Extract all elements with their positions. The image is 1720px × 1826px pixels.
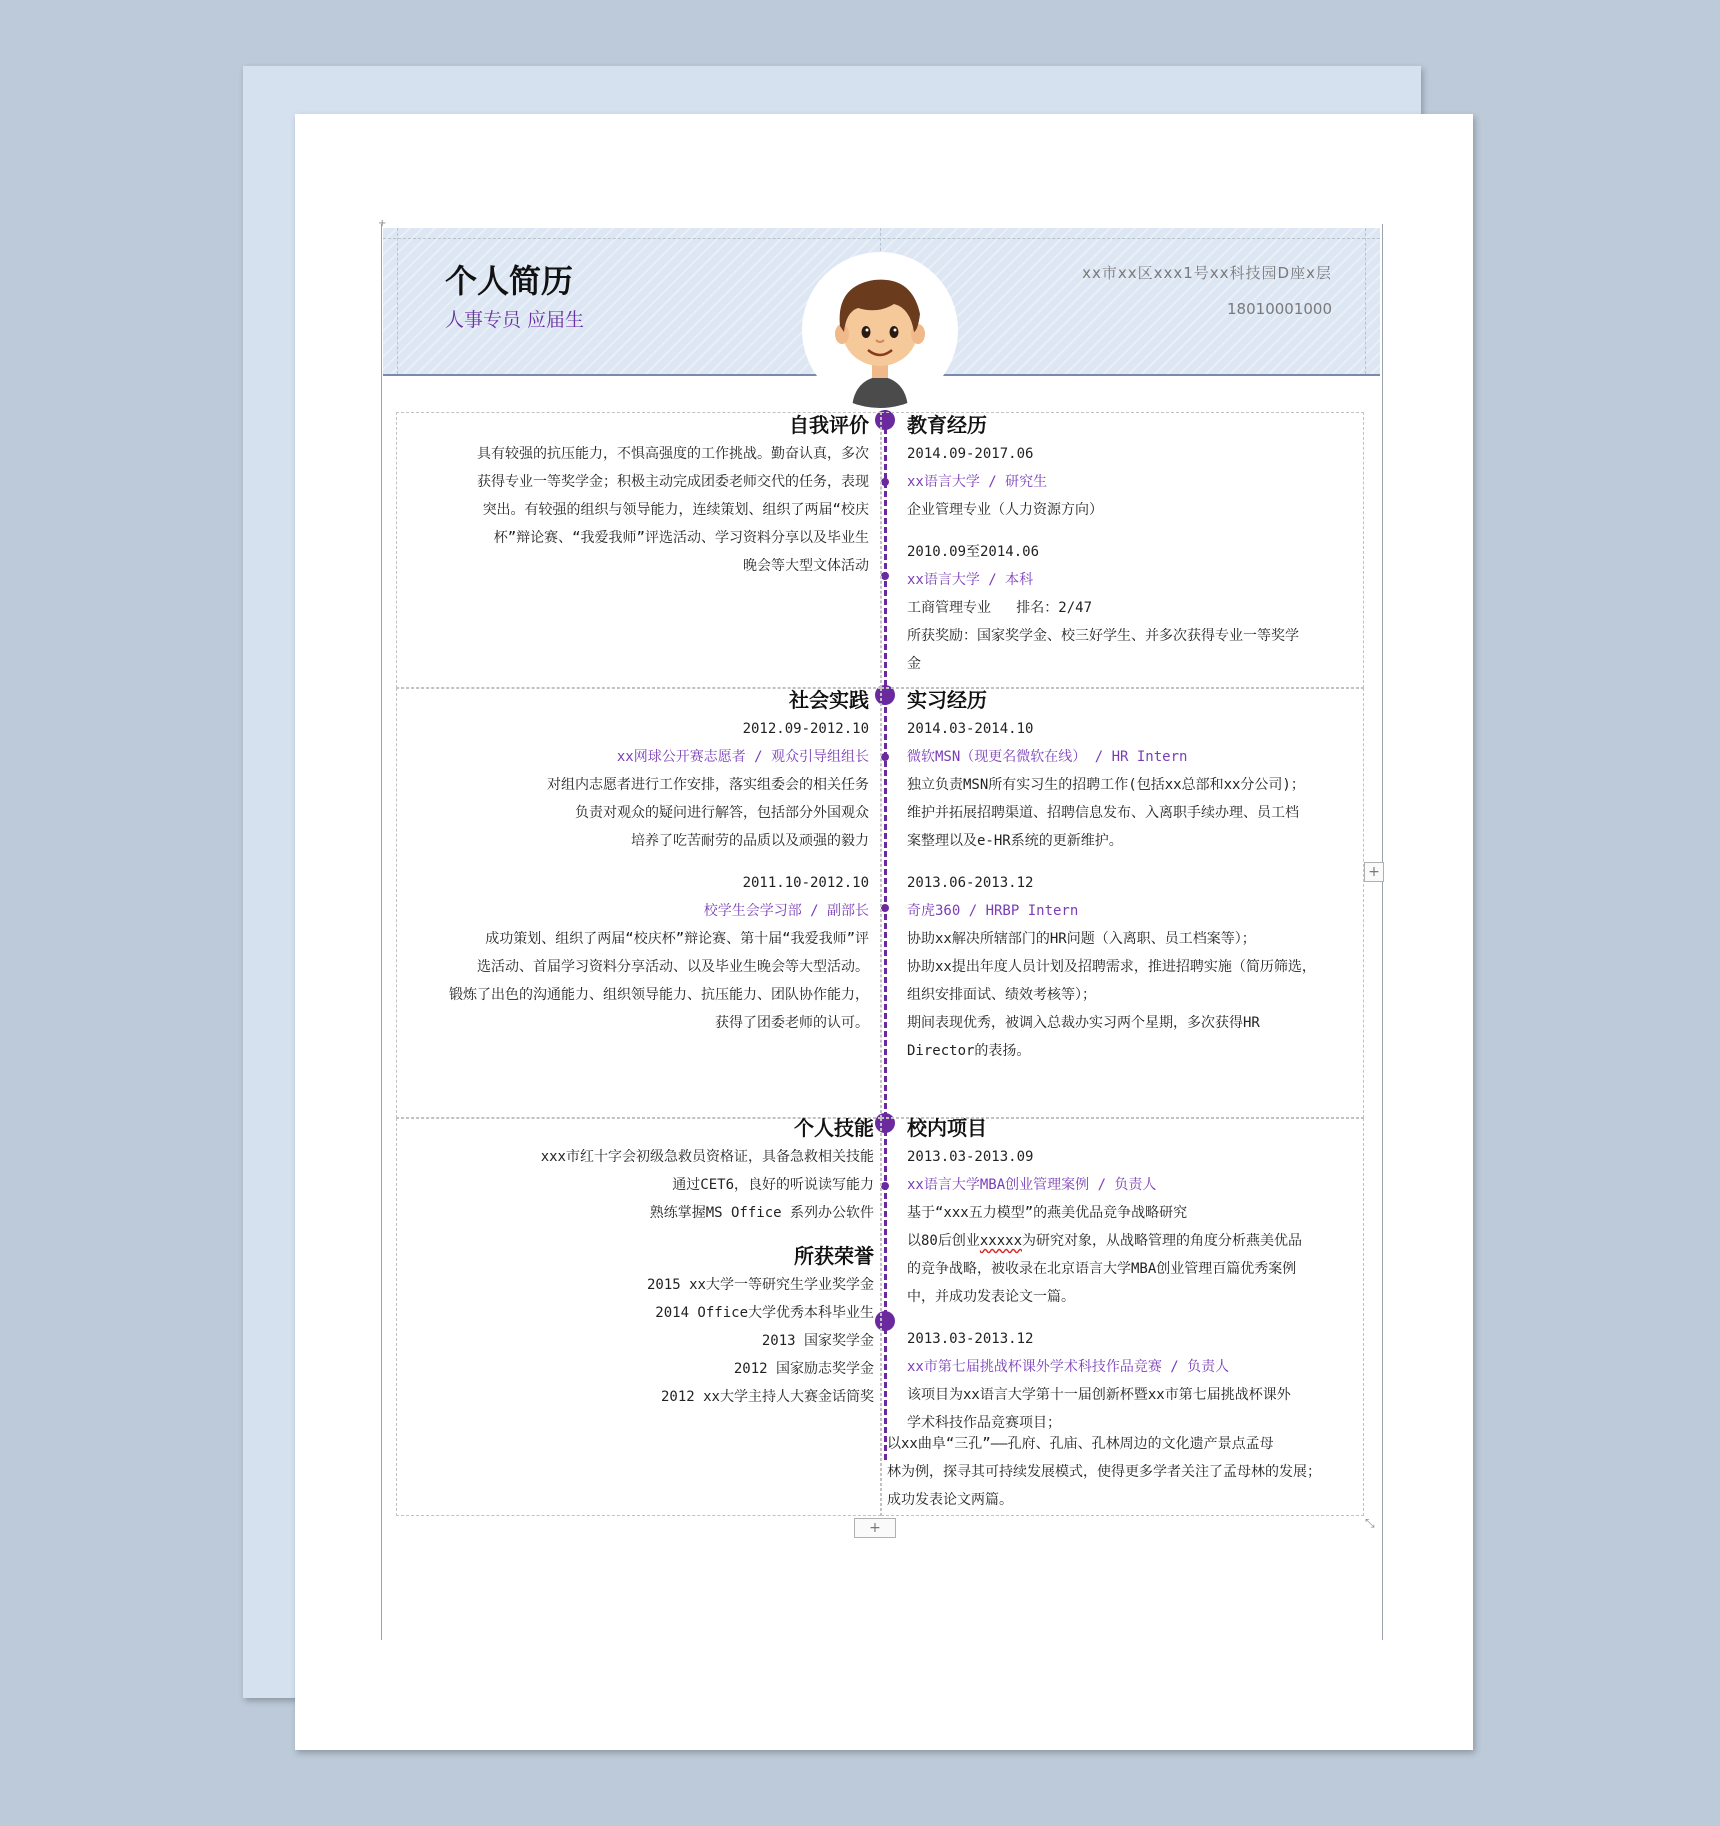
address-text: xx市xx区xxx1号xx科技园D座x层 [1082, 264, 1332, 282]
add-column-button[interactable]: + [854, 1518, 896, 1538]
text-line: 通过CET6，良好的听说读写能力 [672, 1177, 874, 1193]
text-line: 该项目为xx语言大学第十一届创新杯暨xx市第七届挑战杯课外 [907, 1387, 1291, 1403]
date-text: 2013.06-2013.12 [907, 875, 1034, 891]
table-gridline [397, 228, 398, 374]
text-line: 金 [907, 656, 921, 672]
text-line: 所获奖励：国家奖学金、校三好学生、并多次获得专业一等奖学 [907, 628, 1299, 644]
text-line: xxx市红十字会初级急救员资格证，具备急救相关技能 [540, 1149, 874, 1165]
education-section [907, 410, 1357, 678]
school-text: xx语言大学 / 本科 [907, 572, 1034, 588]
add-row-button[interactable]: + [1364, 862, 1384, 882]
project-name-text: xx市第七届挑战杯课外学术科技作品竞赛 / 负责人 [907, 1359, 1230, 1375]
social-section [402, 685, 869, 1037]
resume-title: 个人简历 [445, 262, 574, 300]
skills-section [402, 1113, 874, 1411]
text-line: 中，并成功发表论文一篇。 [907, 1289, 1075, 1305]
section-title: 自我评价 [789, 413, 869, 437]
date-text: 2013.03-2013.09 [907, 1149, 1034, 1165]
text-line: 熟练掌握MS Office 系列办公软件 [649, 1205, 874, 1221]
text-line: 培养了吃苦耐劳的品质以及顽强的毅力 [631, 833, 869, 849]
resume-subtitle: 人事专员 应届生 [445, 309, 585, 331]
text-line: 获得专业一等奖学金；积极主动完成团委老师交代的任务，表现 [477, 474, 869, 490]
text-line: 企业管理专业（人力资源方向） [907, 502, 1103, 518]
text-line: 负责对观众的疑问进行解答，包括部分外国观众 [575, 805, 869, 821]
text-line: 独立负责MSN所有实习生的招聘工作(包括xx总部和xx分公司)； [907, 777, 1305, 793]
section-title: 实习经历 [907, 688, 987, 712]
section-title: 个人技能 [794, 1116, 874, 1140]
text-line: 锻炼了出色的沟通能力、组织领导能力、抗压能力、团队协作能力， [449, 987, 869, 1003]
section-title: 校内项目 [907, 1116, 987, 1140]
text-span: 以80后创业 [907, 1233, 980, 1249]
text-line: 2014 Office大学优秀本科毕业生 [655, 1305, 874, 1321]
text-line: 选活动、首届学习资料分享活动、以及毕业生晚会等大型活动。 [477, 959, 869, 975]
self-eval-section [402, 410, 869, 580]
date-text: 2013.03-2013.12 [907, 1331, 1034, 1347]
text-line: 维护并拓展招聘渠道、招聘信息发布、入离职手续办理、员工档 [907, 805, 1299, 821]
school-text: xx语言大学 / 研究生 [907, 474, 1048, 490]
text-line: 林为例，探寻其可持续发展模式，使得更多学者关注了孟母林的发展； [887, 1464, 1321, 1480]
internship-section [907, 685, 1357, 1065]
text-line: 2012 国家励志奖学金 [733, 1361, 874, 1377]
section-title: 社会实践 [789, 688, 869, 712]
text-line: 以xx曲阜“三孔”——孔府、孔庙、孔林周边的文化遗产景点孟母 [887, 1436, 1274, 1452]
text-line: 2013 国家奖学金 [761, 1333, 874, 1349]
role-text: xx网球公开赛志愿者 / 观众引导组组长 [616, 749, 869, 765]
role-text: 校学生会学习部 / 副部长 [703, 903, 869, 919]
projects-overflow-text [887, 1430, 1357, 1514]
date-text: 2011.10-2012.10 [742, 875, 869, 891]
date-text: 2012.09-2012.10 [742, 721, 869, 737]
text-line: 2012 xx大学主持人大赛金话筒奖 [660, 1389, 874, 1405]
table-move-handle-icon[interactable]: + [378, 218, 387, 229]
text-line: 协助xx解决所辖部门的HR问题（入离职、员工档案等）； [907, 931, 1256, 947]
spellcheck-mark: xxxxx [979, 1233, 1023, 1249]
date-text: 2010.09至2014.06 [907, 544, 1040, 560]
project-name-text: xx语言大学MBA创业管理案例 / 负责人 [907, 1177, 1157, 1193]
text-span: 为研究对象，从战略管理的角度分析燕美优品 [1022, 1233, 1303, 1249]
text-line: 工商管理专业 排名：2/47 [907, 600, 1093, 616]
text-line: 的竞争战略，被收录在北京语言大学MBA创业管理百篇优秀案例 [907, 1261, 1297, 1277]
table-gridline [383, 238, 1380, 239]
text-line [907, 1227, 1357, 1255]
table-gridline [1365, 228, 1366, 374]
projects-section [907, 1113, 1357, 1437]
avatar-cartoon-icon [802, 252, 958, 408]
phone-text: 18010001000 [1227, 300, 1332, 318]
section-title: 教育经历 [907, 413, 987, 437]
text-line: Director的表扬。 [907, 1043, 1031, 1059]
text-line: 获得了团委老师的认可。 [715, 1015, 869, 1031]
date-text: 2014.09-2017.06 [907, 446, 1034, 462]
text-line: 期间表现优秀，被调入总裁办实习两个星期，多次获得HR [907, 1015, 1260, 1031]
text-line: 学术科技作品竞赛项目； [907, 1415, 1061, 1431]
text-line: 成功发表论文两篇。 [887, 1492, 1013, 1508]
text-line: 具有较强的抗压能力，不惧高强度的工作挑战。勤奋认真，多次 [477, 446, 869, 462]
text-line: 组织安排面试、绩效考核等）； [907, 987, 1096, 1003]
text-line: 2015 xx大学一等研究生学业奖学金 [646, 1277, 874, 1293]
avatar [802, 252, 958, 408]
text-line: 基于“xxx五力模型”的燕美优品竞争战略研究 [907, 1205, 1188, 1221]
text-line: 案整理以及e-HR系统的更新维护。 [907, 833, 1123, 849]
text-line: 对组内志愿者进行工作安排，落实组委会的相关任务 [547, 777, 869, 793]
company-text: 微软MSN（现更名微软在线） / HR Intern [907, 749, 1188, 765]
text-line: 晚会等大型文体活动 [743, 558, 869, 574]
date-text: 2014.03-2014.10 [907, 721, 1034, 737]
text-line: 协助xx提出年度人员计划及招聘需求，推进招聘实施（简历筛选， [907, 959, 1316, 975]
text-line: 突出。有较强的组织与领导能力，连续策划、组织了两届“校庆 [482, 502, 869, 518]
table-resize-icon[interactable]: ⤡ [1365, 1516, 1375, 1530]
resume-document [378, 218, 1383, 1640]
text-line: 杯”辩论赛、“我爱我师”评选活动、学习资料分享以及毕业生 [493, 530, 869, 546]
text-line: 成功策划、组织了两届“校庆杯”辩论赛、第十届“我爱我师”评 [485, 931, 869, 947]
section-title: 所获荣誉 [794, 1244, 874, 1268]
company-text: 奇虎360 / HRBP Intern [907, 903, 1079, 919]
